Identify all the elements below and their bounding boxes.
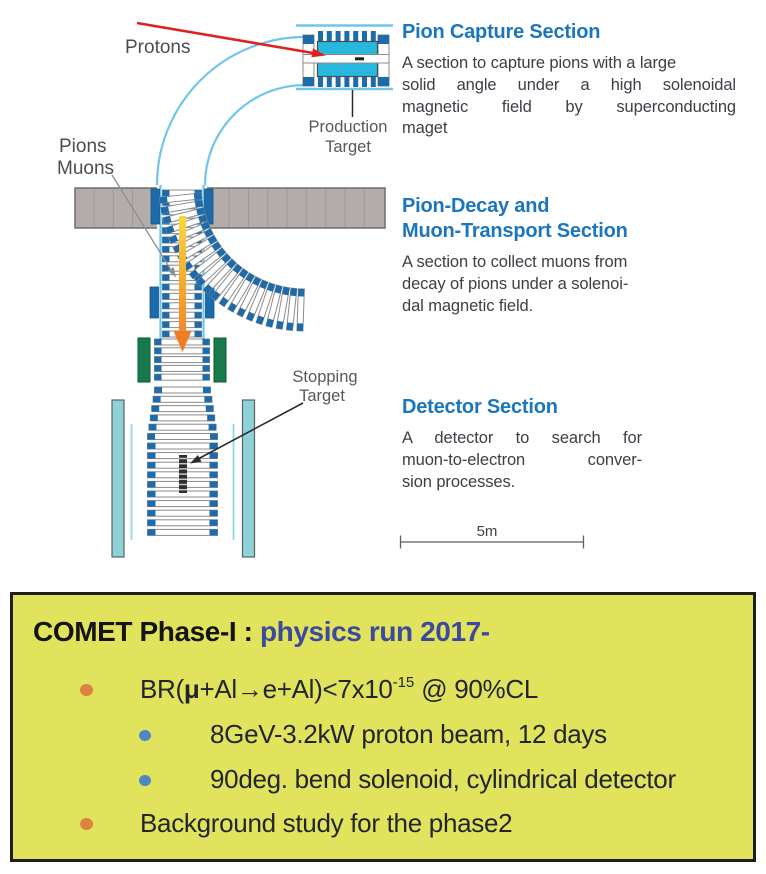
stopping-target <box>179 455 187 493</box>
production-target-label: Production <box>308 118 388 136</box>
blue-bullet-icon <box>139 730 151 741</box>
section-heading: Detector Section <box>402 396 558 418</box>
comet-phase1-panel <box>10 592 756 862</box>
taper-section <box>148 387 218 440</box>
bullet-text: $BR(\mu+Al\to e+Al)<7x10^{-15}$ @ 90%CL <box>140 674 538 704</box>
blue-bullet-icon <box>139 775 151 786</box>
scale-label: 5m <box>476 523 498 540</box>
bullet-text: 8GeV-3.2kW proton beam, 12 days <box>210 719 607 749</box>
shield-wall <box>75 187 385 229</box>
bullet-proton-beam <box>13 719 749 755</box>
bullet-text: Background study for the phase2 <box>140 808 513 838</box>
orange-bullet-icon <box>80 818 93 830</box>
panel-title-black: COMET Phase-I : <box>33 616 260 647</box>
production-target-label: Target <box>325 138 371 156</box>
bullet-bend-solenoid <box>13 764 749 800</box>
orange-bullet-icon <box>80 684 93 696</box>
panel-title <box>33 616 490 648</box>
section-pion-decay-muon-transport <box>402 194 702 317</box>
bullet-background-study <box>13 808 749 844</box>
section-body: A detector to search for muon-to-electron conver- sion processes. <box>402 429 642 491</box>
bullet-br-limit <box>13 674 749 710</box>
stopping-target-label: Target <box>299 387 345 405</box>
section-detector <box>402 395 642 493</box>
section-body: A section to capture pions with a large solid angle under a high solenoidal magnetic field by superconducting maget <box>402 54 736 138</box>
bullet-text: 90deg. bend solenoid, cylindrical detector <box>210 764 676 794</box>
section-body: A section to collect muons from decay of pions under a solenoi- dal magnetic field. <box>402 253 629 315</box>
panel-title-blue: physics run 2017- <box>259 616 490 647</box>
protons-label: Protons <box>125 37 191 58</box>
stopping-target-label: Stopping <box>292 368 358 386</box>
muons-label: Muons <box>57 158 115 179</box>
pion-capture-target-assembly <box>296 26 393 118</box>
section-heading: Pion-Decay and Muon-Transport Section <box>402 195 628 242</box>
section-heading: Pion Capture Section <box>402 21 601 43</box>
pions-label: Pions <box>59 136 107 157</box>
section-pion-capture <box>402 20 736 140</box>
production-target <box>355 57 364 60</box>
